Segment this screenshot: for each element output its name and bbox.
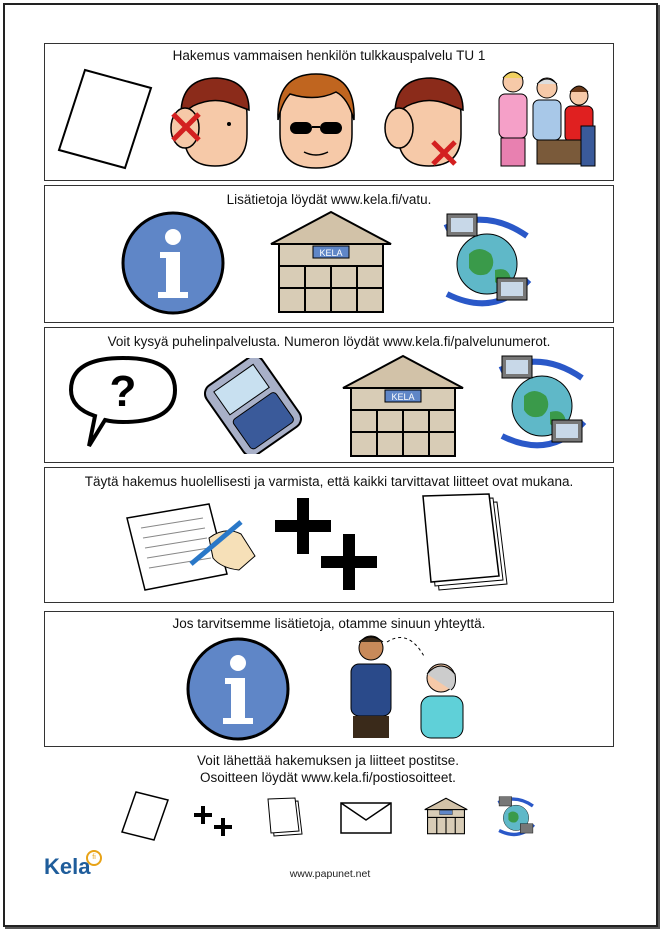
footer-line-1: Voit lähettää hakemuksen ja liitteet postitse.: [197, 753, 459, 768]
envelope-icon: [340, 802, 392, 834]
info-icon: [185, 636, 291, 742]
paper-sheet-icon: [55, 66, 155, 171]
svg-text:KELA: KELA: [391, 392, 415, 402]
footer-line-2: Osoitteen löydät www.kela.fi/postiosoitteet.: [200, 770, 456, 785]
kela-office-icon: [341, 354, 465, 458]
panel-more-info: [44, 185, 614, 323]
info-icon: [120, 210, 226, 316]
deaf-person-icon: [163, 74, 255, 174]
plus-plus-icon: [271, 498, 381, 590]
question-bubble-icon: [67, 354, 179, 450]
svg-text:?: ?: [109, 367, 137, 416]
interpreters-group-icon: [493, 66, 598, 174]
paper-stack-icon: [421, 492, 511, 594]
kela-logo-mark: fi: [86, 850, 102, 866]
svg-text:KELA: KELA: [319, 248, 343, 258]
mute-person-icon: [377, 74, 469, 174]
panel-fill-form: [44, 467, 614, 603]
mobile-phone-icon: [197, 358, 309, 454]
panel-contact: [44, 611, 614, 747]
paper-stack-icon: [266, 796, 304, 838]
panel-application: [44, 43, 614, 181]
panel-phone-service: [44, 327, 614, 463]
internet-icon: [494, 794, 538, 840]
kela-logo: Kela: [44, 854, 91, 879]
kela-office-icon: [269, 210, 393, 314]
panel-caption: Lisätietoja löydät www.kela.fi/vatu.: [226, 192, 432, 207]
panel-caption: Hakemus vammaisen henkilön tulkkauspalvelu TU 1: [172, 48, 486, 63]
internet-icon: [435, 208, 539, 316]
panel-caption: Jos tarvitsemme lisätietoja, otamme sinuun yhteyttä.: [172, 616, 486, 631]
blind-person-icon: [270, 72, 362, 174]
writing-hand-icon: [117, 498, 257, 594]
website-url[interactable]: www.papunet.net: [289, 868, 371, 880]
phone-call-people-icon: [341, 628, 471, 740]
kela-office-icon: [424, 796, 468, 836]
plus-plus-icon: [192, 806, 236, 836]
panel-caption: Täytä hakemus huolellisesti ja varmista, että kaikki tarvittavat liitteet ovat mukana.: [84, 474, 574, 489]
paper-sheet-icon: [120, 790, 170, 842]
panel-caption: Voit kysyä puhelinpalvelusta. Numeron löydät www.kela.fi/palvelunumerot.: [107, 334, 551, 349]
internet-icon: [490, 350, 594, 458]
